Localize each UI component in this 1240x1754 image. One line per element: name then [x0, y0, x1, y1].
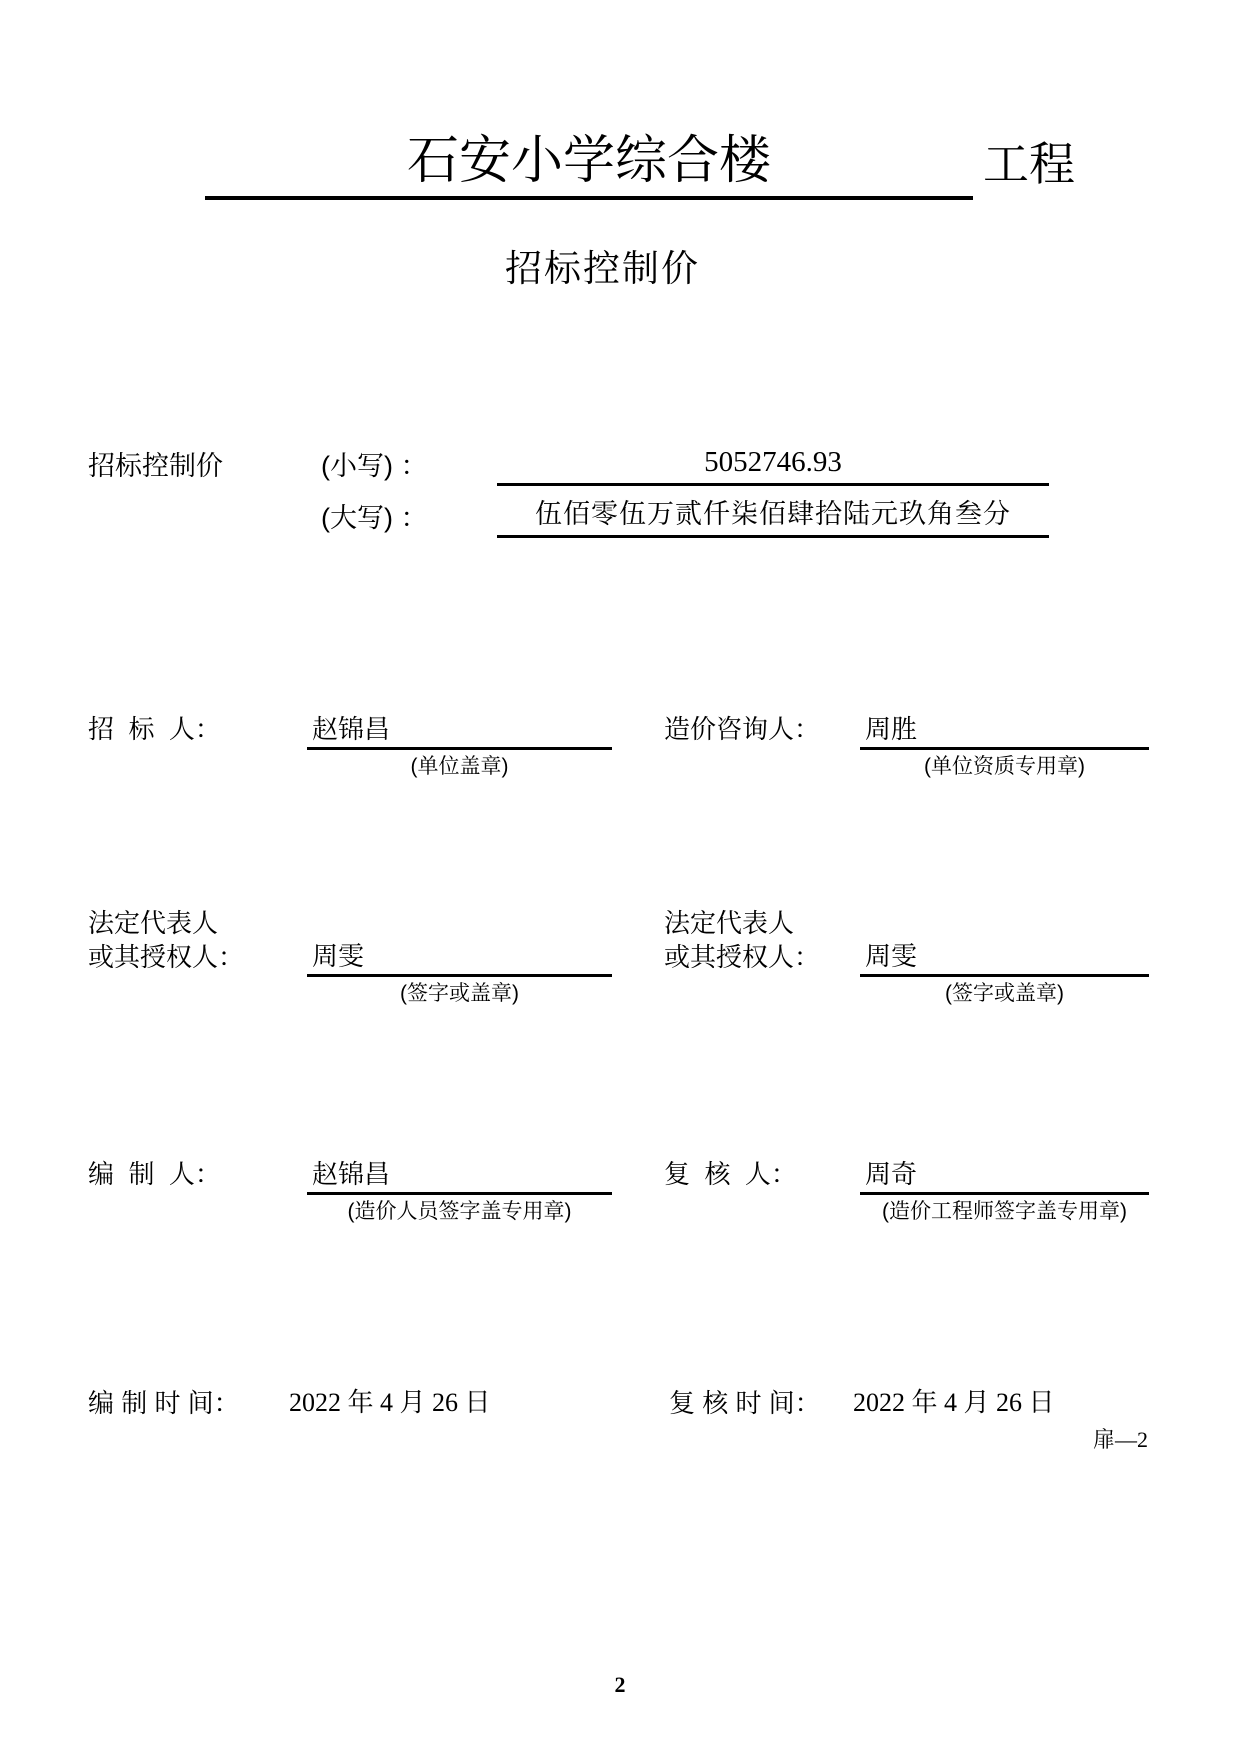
bidder-rep-caption: (签字或盖章): [400, 982, 519, 1005]
prepared-date-block: [88, 1386, 491, 1420]
title-row: [205, 126, 1075, 200]
doc-subtitle: 招标控制价: [505, 248, 700, 289]
signature-block-consultant: [664, 711, 1149, 779]
preparer-name: 赵锦昌: [307, 1156, 612, 1195]
footer-form-code: 扉—2: [1093, 1427, 1149, 1452]
bidder-rep-field: [307, 906, 612, 1006]
prepared-date-value: 2022 年 4 月 26 日: [289, 1388, 491, 1417]
bidder-rep-label-line1: 法定代表人: [88, 908, 219, 938]
consultant-field: [860, 711, 1149, 779]
bidder-caption: (单位盖章): [410, 755, 509, 778]
reviewer-caption: (造价工程师签字盖专用章): [882, 1200, 1127, 1223]
reviewer-label: 复 核 人：: [664, 1159, 797, 1189]
signature-block-bidder: [88, 711, 612, 779]
consultant-label: 造价咨询人：: [664, 714, 821, 744]
reviewed-date-label: 复 核 时 间：: [669, 1388, 821, 1418]
price-numeric-label: (小写) ：: [321, 451, 428, 481]
title-suffix: 工程: [983, 138, 1075, 190]
consultant-rep-label-line1: 法定代表人: [664, 908, 795, 938]
consultant-rep-field: [860, 906, 1149, 1006]
page-title: 石安小学综合楼: [205, 126, 973, 200]
consultant-rep-name: 周雯: [860, 938, 1149, 977]
reviewed-date-block: [669, 1386, 1055, 1420]
reviewer-name: 周奇: [860, 1156, 1149, 1195]
preparer-caption: (造价人员签字盖专用章): [347, 1200, 572, 1223]
signature-block-reviewer: [664, 1156, 1149, 1224]
consultant-rep-label-line2: 或其授权人：: [664, 942, 821, 972]
price-words-value: 伍佰零伍万贰仟柒佰肆拾陆元玖角叁分: [497, 493, 1049, 538]
consultant-name: 周胜: [860, 711, 1149, 750]
bidder-rep-label-line2: 或其授权人：: [88, 942, 245, 972]
preparer-label: 编 制 人：: [88, 1159, 221, 1189]
consultant-caption: (单位资质专用章): [924, 755, 1085, 778]
preparer-field: [307, 1156, 612, 1224]
prepared-date-label: 编 制 时 间：: [88, 1388, 240, 1418]
bidder-name: 赵锦昌: [307, 711, 612, 750]
bidder-label: 招 标 人：: [88, 714, 221, 744]
consultant-rep-caption: (签字或盖章): [945, 982, 1064, 1005]
bidder-rep-label: [88, 906, 307, 1006]
bidder-rep-name: 周雯: [307, 938, 612, 977]
price-numeric-value: 5052746.93: [497, 441, 1049, 486]
bidder-field: [307, 711, 612, 779]
price-row-words: [88, 493, 1049, 538]
price-words-label: (大写) ：: [321, 503, 428, 533]
signature-block-preparer: [88, 1156, 612, 1224]
consultant-rep-label: [664, 906, 860, 1006]
signature-block-bidder-rep: [88, 906, 612, 1006]
page-number: 2: [614, 1672, 626, 1697]
price-row-numeric: [88, 441, 1049, 486]
price-label: 招标控制价: [88, 451, 223, 481]
signature-block-consultant-rep: [664, 906, 1149, 1006]
reviewed-date-value: 2022 年 4 月 26 日: [853, 1388, 1055, 1417]
reviewer-field: [860, 1156, 1149, 1224]
